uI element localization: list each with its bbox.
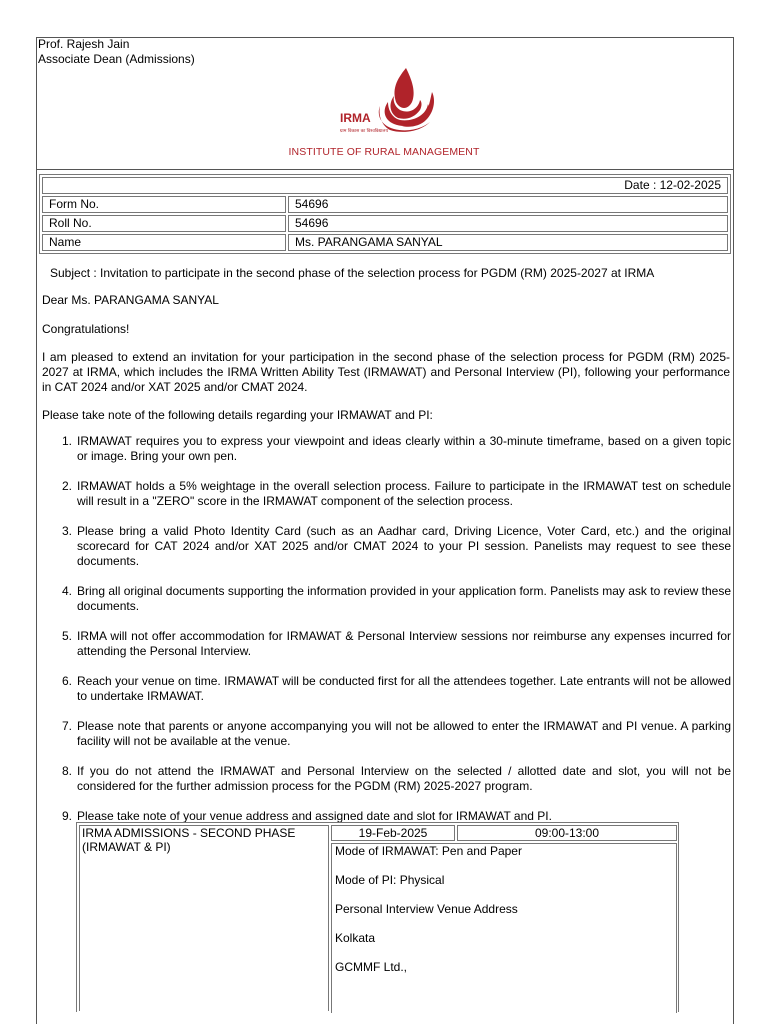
venue-line: Personal Interview Venue Address xyxy=(335,902,518,916)
venue-slot: 09:00-13:00 xyxy=(457,825,677,841)
header-divider xyxy=(37,169,733,170)
signatory-block xyxy=(38,37,195,66)
list-item xyxy=(42,479,731,509)
institute-name: INSTITUTE OF RURAL MANAGEMENT xyxy=(288,146,480,158)
item-number: 9. xyxy=(62,809,73,823)
detail-label: Form No. xyxy=(42,196,286,213)
signatory-title: Associate Dean (Admissions) xyxy=(38,51,195,66)
irma-logo xyxy=(336,66,441,136)
list-item xyxy=(42,719,731,749)
item-number: 4. xyxy=(62,584,73,598)
detail-label: Name xyxy=(42,234,286,251)
salutation: Dear Ms. PARANGAMA SANYAL xyxy=(42,293,219,307)
item-text: IRMAWAT holds a 5% weightage in the overall selection process. Failure to participate in the IRMAWAT test on schedule will result in a "ZERO" score in the IRMAWAT component of the selection process. xyxy=(77,479,731,508)
list-item xyxy=(42,674,731,704)
item-number: 1. xyxy=(62,434,73,448)
date-line: Date : 12-02-2025 xyxy=(42,177,728,194)
detail-value: 54696 xyxy=(288,196,728,213)
detail-value: Ms. PARANGAMA SANYAL xyxy=(288,234,728,251)
phase-label: IRMA ADMISSIONS - SECOND PHASE (IRMAWAT & PI) xyxy=(79,825,329,1011)
table-row xyxy=(42,215,728,232)
item-text: If you do not attend the IRMAWAT and Personal Interview on the selected / allotted date and slot, you will not be considered for the further admission process for the PGDM (RM) 2025-2027 program. xyxy=(77,764,731,793)
table-row xyxy=(42,234,728,251)
instructions-list xyxy=(42,434,731,839)
svg-text:ग्राम विकास का विश्वविद्यालय: ग्राम विकास का विश्वविद्यालय xyxy=(340,129,389,134)
item-number: 3. xyxy=(62,524,73,538)
detail-label: Roll No. xyxy=(42,215,286,232)
venue-line: Kolkata xyxy=(335,931,376,945)
item-number: 6. xyxy=(62,674,73,688)
item-text: Please bring a valid Photo Identity Card (such as an Aadhar card, Driving Licence, Voter Card, etc.) and the original scorecard for CAT 2024 and/or XAT 2025 and/or CMAT 2024 to your PI session. Panelists may request to see these documents. xyxy=(77,524,731,568)
lotus-flame-icon xyxy=(336,66,441,136)
item-text: IRMA will not offer accommodation for IRMAWAT & Personal Interview sessions nor reimburse any expenses incurred for attending the Personal Interview. xyxy=(77,629,731,658)
svg-text:IRMA: IRMA xyxy=(340,111,371,125)
candidate-details-table xyxy=(39,174,731,254)
subject-line: Subject : Invitation to participate in the second phase of the selection process for PGDM (RM) 2025-2027 at IRMA xyxy=(50,266,655,280)
item-number: 2. xyxy=(62,479,73,493)
list-item xyxy=(42,524,731,569)
venue-line: Mode of PI: Physical xyxy=(335,873,445,887)
item-text: Please note that parents or anyone accompanying you will not be allowed to enter the IRMAWAT and PI venue. A parking facility will not be available at the venue. xyxy=(77,719,731,748)
item-number: 5. xyxy=(62,629,73,643)
detail-value: 54696 xyxy=(288,215,728,232)
list-item xyxy=(42,629,731,659)
venue-line: Mode of IRMAWAT: Pen and Paper xyxy=(335,844,522,858)
item-text: Please take note of your venue address and assigned date and slot for IRMAWAT and PI. xyxy=(77,809,552,823)
item-number: 8. xyxy=(62,764,73,778)
list-item xyxy=(42,764,731,794)
signatory-name: Prof. Rajesh Jain xyxy=(38,37,130,51)
venue-table xyxy=(76,822,679,1012)
item-text: Reach your venue on time. IRMAWAT will be conducted first for all the attendees together. Late entrants will not be allowed to undertake IRMAWAT. xyxy=(77,674,731,703)
table-row xyxy=(42,196,728,213)
item-text: IRMAWAT requires you to express your viewpoint and ideas clearly within a 30-minute timeframe, based on a given topic or image. Bring your own pen. xyxy=(77,434,731,463)
list-item xyxy=(42,434,731,464)
congratulations-line: Congratulations! xyxy=(42,322,130,336)
note-intro: Please take note of the following details regarding your IRMAWAT and PI: xyxy=(42,408,433,422)
item-text: Bring all original documents supporting the information provided in your application form. Panelists may ask to review these documents. xyxy=(77,584,731,613)
venue-line: GCMMF Ltd., xyxy=(335,960,408,974)
list-item xyxy=(42,584,731,614)
intro-paragraph: I am pleased to extend an invitation for your participation in the second phase of the selection process for PGDM (RM) 2025-2027 at IRMA, which includes the IRMA Written Ability Test (IRMAWAT) and Personal Interview (PI), following your performance in CAT 2024 and/or XAT 2025 and/or CMAT 2024. xyxy=(42,350,730,394)
venue-date: 19-Feb-2025 xyxy=(331,825,455,841)
item-number: 7. xyxy=(62,719,73,733)
venue-details xyxy=(331,843,677,1013)
